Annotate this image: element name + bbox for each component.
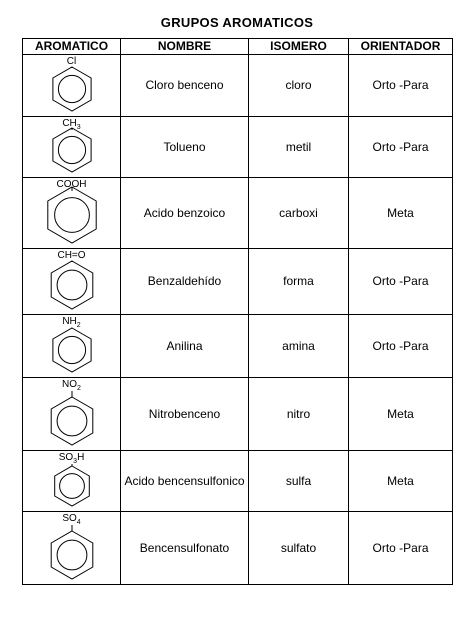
isomero-cell: sulfa xyxy=(249,451,349,512)
orientador-cell: Orto -Para xyxy=(349,315,453,378)
aromatic-circle xyxy=(57,540,87,570)
substituent-subscript: 2 xyxy=(77,385,81,392)
aromatic-circle xyxy=(58,336,85,363)
substituent-formula xyxy=(23,380,120,394)
aromatic-circle xyxy=(57,270,87,300)
substituent-subscript: 4 xyxy=(76,519,81,526)
aromatic-structure-cell xyxy=(23,315,121,378)
substituent-formula xyxy=(23,57,120,71)
substituent-text: CH=O xyxy=(57,250,86,261)
nombre-cell: Acido benzoico xyxy=(121,178,249,249)
aromatic-structure-cell xyxy=(23,249,121,315)
aromatic-structure-cell xyxy=(23,117,121,178)
isomero-cell: carboxi xyxy=(249,178,349,249)
aromatic-structure-cell xyxy=(23,178,121,249)
table-row xyxy=(23,512,453,585)
aromatic-circle xyxy=(57,406,87,436)
nombre-cell: Anilina xyxy=(121,315,249,378)
substituent-text: Cl xyxy=(66,56,77,67)
aromatic-structure-cell xyxy=(23,451,121,512)
isomero-cell: forma xyxy=(249,249,349,315)
aromatic-circle xyxy=(58,136,85,163)
nombre-cell: Bencensulfonato xyxy=(121,512,249,585)
table-row xyxy=(23,55,453,117)
substituent-text: SO xyxy=(62,513,77,524)
substituent-formula xyxy=(23,317,120,331)
substituent-formula xyxy=(23,514,120,528)
orientador-cell: Meta xyxy=(349,178,453,249)
aromatic-structure-cell xyxy=(23,55,121,117)
substituent-text: SO xyxy=(58,452,74,463)
isomero-cell: nitro xyxy=(249,378,349,451)
substituent-formula xyxy=(23,251,120,265)
aromatic-structure-cell xyxy=(23,378,121,451)
substituent-text: COOH xyxy=(56,179,87,190)
orientador-cell: Orto -Para xyxy=(349,55,453,117)
orientador-cell: Meta xyxy=(349,451,453,512)
aromatic-circle xyxy=(58,75,85,102)
substituent-formula xyxy=(23,119,120,133)
isomero-cell: metil xyxy=(249,117,349,178)
orientador-cell: Orto -Para xyxy=(349,512,453,585)
substituent-subscript: 3 xyxy=(76,124,81,131)
table-row xyxy=(23,117,453,178)
nombre-cell: Nitrobenceno xyxy=(121,378,249,451)
header-isomero: ISOMERO xyxy=(249,39,349,55)
isomero-cell: sulfato xyxy=(249,512,349,585)
nombre-cell: Tolueno xyxy=(121,117,249,178)
header-orientador: ORIENTADOR xyxy=(349,39,453,55)
orientador-cell: Orto -Para xyxy=(349,117,453,178)
substituent-subscript: 2 xyxy=(76,322,81,329)
substituent-subscript: 3 xyxy=(73,458,78,465)
table-row xyxy=(23,249,453,315)
header-aromatico: AROMATICO xyxy=(23,39,121,55)
table-row xyxy=(23,315,453,378)
nombre-cell: Acido bencensulfonico xyxy=(121,451,249,512)
orientador-cell: Meta xyxy=(349,378,453,451)
substituent-text: NH xyxy=(62,316,77,327)
aromatic-structure-cell xyxy=(23,512,121,585)
aromatic-circle xyxy=(55,198,90,233)
nombre-cell: Cloro benceno xyxy=(121,55,249,117)
substituent-formula xyxy=(23,180,120,194)
aromatic-groups-table xyxy=(22,38,453,585)
substituent-tail: H xyxy=(77,452,85,463)
substituent-text: NO xyxy=(62,379,78,390)
table-row xyxy=(23,178,453,249)
header-row xyxy=(23,39,453,55)
page-title: GRUPOS AROMATICOS xyxy=(160,15,314,30)
table-row xyxy=(23,378,453,451)
isomero-cell: cloro xyxy=(249,55,349,117)
substituent-text: CH xyxy=(62,118,77,129)
header-nombre: NOMBRE xyxy=(121,39,249,55)
orientador-cell: Orto -Para xyxy=(349,249,453,315)
nombre-cell: Benzaldehído xyxy=(121,249,249,315)
isomero-cell: amina xyxy=(249,315,349,378)
aromatic-circle xyxy=(60,474,85,499)
table-row xyxy=(23,451,453,512)
substituent-formula xyxy=(23,453,120,467)
